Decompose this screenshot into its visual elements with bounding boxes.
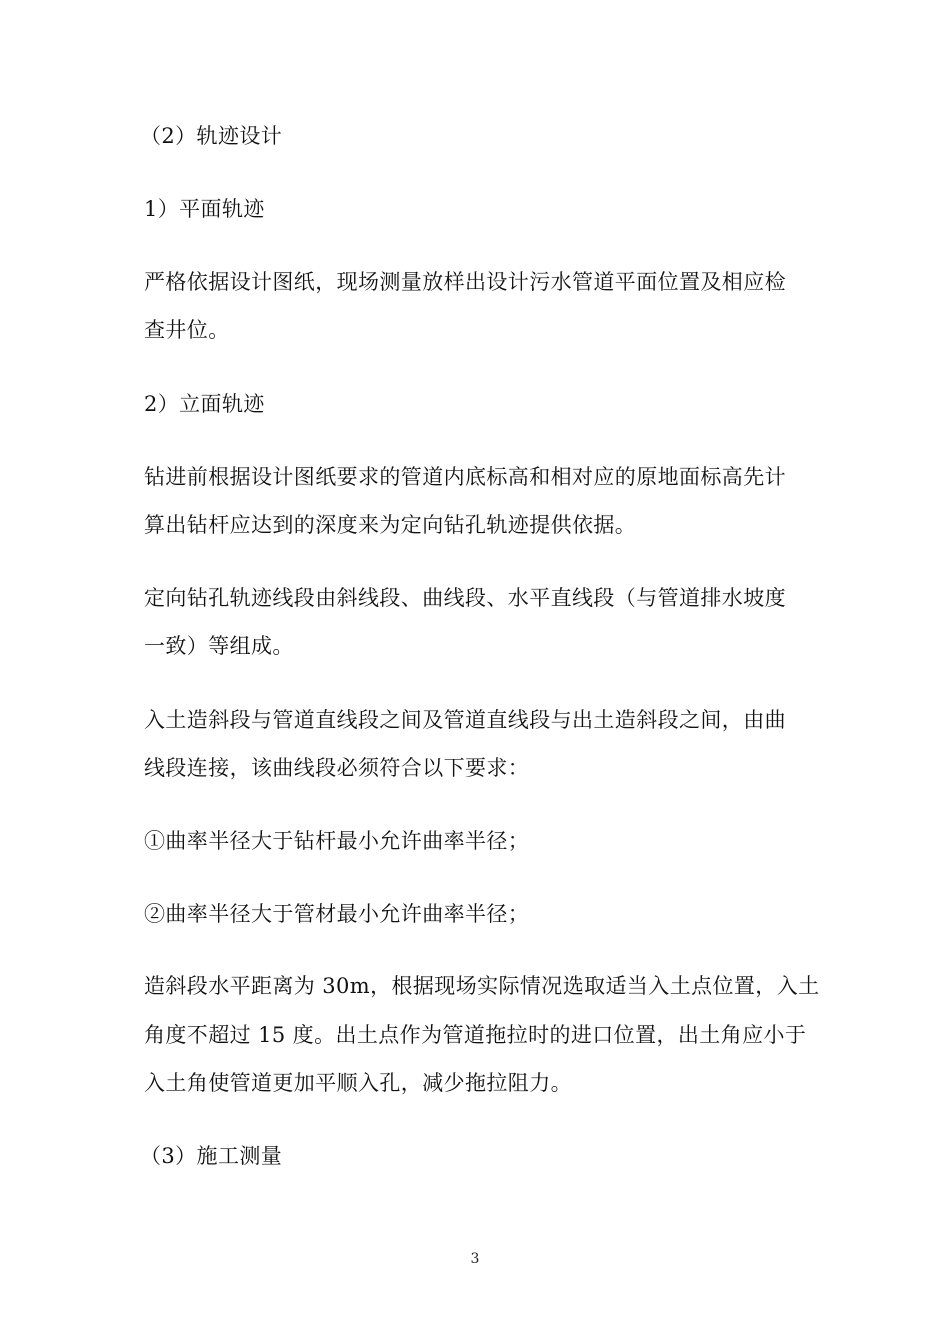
requirement-item-2: ②曲率半径大于管材最小允许曲率半径； [144,902,530,926]
page-number: 3 [470,1251,480,1267]
paragraph-line: 角度不超过 15 度。出土点作为管道拖拉时的进口位置，出土角应小于 [144,1023,807,1047]
paragraph-line: 定向钻孔轨迹线段由斜线段、曲线段、水平直线段（与管道排水坡度 [144,586,786,610]
paragraph-line: 算出钻杆应达到的深度来为定向钻孔轨迹提供依据。 [144,513,637,537]
section-heading-construction-survey: （3）施工测量 [140,1144,283,1168]
subheading-plane-trajectory: 1）平面轨迹 [144,197,265,221]
paragraph-line: 线段连接，该曲线段必须符合以下要求： [144,756,530,780]
paragraph-line: 一致）等组成。 [144,634,294,658]
paragraph-line: 入土角使管道更加平顺入孔，减少拖拉阻力。 [144,1071,572,1095]
paragraph-line: 查井位。 [144,318,230,342]
subheading-elevation-trajectory: 2）立面轨迹 [144,392,265,416]
paragraph-line: 钻进前根据设计图纸要求的管道内底标高和相对应的原地面标高先计 [144,465,786,489]
paragraph-line: 入土造斜段与管道直线段之间及管道直线段与出土造斜段之间，由曲 [144,708,786,732]
paragraph-line: 造斜段水平距离为 30m，根据现场实际情况选取适当入土点位置，入土 [144,974,820,998]
section-heading-trajectory-design: （2）轨迹设计 [140,124,283,148]
paragraph-line: 严格依据设计图纸，现场测量放样出设计污水管道平面位置及相应检 [144,270,786,294]
requirement-item-1: ①曲率半径大于钻杆最小允许曲率半径； [144,829,530,853]
